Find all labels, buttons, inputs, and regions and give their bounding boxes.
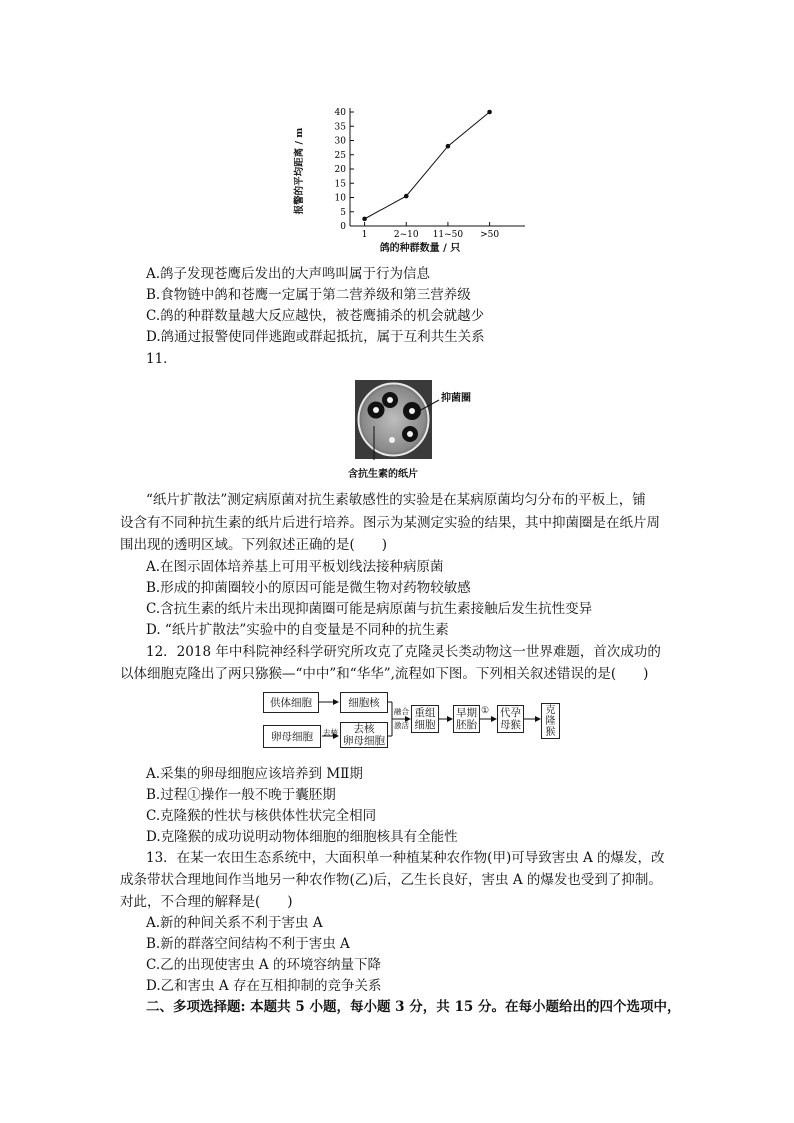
box-nucleus: 细胞核: [340, 692, 388, 713]
y-tick-label: 15: [334, 179, 346, 190]
box-early-embryo: 早期 胚胎: [453, 705, 480, 733]
q13-option-c: C.乙的出现使害虫 A 的环境容纳量下降: [146, 957, 381, 973]
q10-option-c: C.鸽的种群数量越大反应越快，被苍鹰捕杀的机会就越少: [146, 308, 485, 324]
y-tick-label: 5: [340, 207, 346, 218]
y-tick-label: 40: [334, 108, 346, 118]
line-chart: [290, 100, 530, 258]
q12-option-a: A.采集的卵母细胞应该培养到 MⅡ期: [146, 766, 363, 782]
q13-option-a: A.新的种间关系不利于害虫 A: [146, 915, 323, 931]
y-tick-label: 0: [340, 222, 346, 232]
q11-option-c: C.含抗生素的纸片未出现抑菌圈可能是病原菌与抗生素接触后发生抗性变异: [146, 601, 593, 617]
q12-stem-2: 以体细胞克隆出了两只猕猴—“中中”和“华华”,流程如下图。下列相关叙述错误的是( ): [120, 666, 649, 682]
label-activate: 激活: [394, 721, 409, 730]
data-point: [487, 110, 492, 115]
label-antibiotic-disc: 含抗生素的纸片: [348, 469, 418, 480]
data-point: [404, 194, 409, 199]
series-line: [365, 112, 490, 219]
box-donor-cell: 供体细胞: [263, 692, 319, 713]
x-tick-label: 2~10: [393, 230, 419, 240]
q13-option-d: D.乙和害虫 A 存在互相抑制的竞争关系: [146, 978, 382, 994]
q11-stem-1: “纸片扩散法”测定病原菌对抗生素敏感性的实验是在某病原菌均匀分布的平板上，铺: [146, 492, 646, 508]
q11-stem-3: 围出现的透明区域。下列叙述正确的是( ): [120, 537, 388, 553]
x-tick-label: >50: [480, 230, 500, 240]
q11-option-a: A.在图示固体培养基上可用平板划线法接种病原菌: [146, 559, 444, 575]
q10-option-a: A.鸽子发现苍鹰后发出的大声鸣叫属于行为信息: [146, 266, 431, 282]
box-enucleated-oocyte: 去核 卵母细胞: [340, 722, 388, 748]
q13-option-b: B.新的群落空间结构不利于害虫 A: [146, 936, 350, 952]
section-2-heading: 二、多项选择题: 本题共 5 小题，每小题 3 分，共 15 分。在每小题给出的四个选项中，: [146, 999, 681, 1015]
y-tick-label: 25: [334, 150, 346, 161]
label-denucleate: 去核: [323, 728, 338, 737]
q11-stem-2: 设含有不同种抗生素的纸片后进行培养。图示为某测定实验的结果，其中抑菌圈是在纸片周: [120, 515, 660, 531]
x-tick-label: 11~50: [432, 230, 464, 240]
y-tick-label: 30: [334, 136, 346, 147]
q13-stem-3: 对此，不合理的解释是( ): [120, 894, 293, 910]
y-tick-label: 35: [334, 122, 346, 133]
y-tick-label: 20: [334, 165, 346, 175]
q10-option-b: B.食物链中鸽和苍鹰一定属于第二营养级和第三营养级: [146, 287, 471, 303]
box-oocyte: 卵母细胞: [263, 725, 321, 748]
data-point: [362, 217, 367, 222]
chart-xlabel: 鸽的种群数量 / 只: [379, 243, 461, 254]
q12-option-c: C.克隆猴的性状与核供体性状完全相同: [146, 808, 377, 824]
q13-stem-1: 13．在某一农田生态系统中，大面积单一种植某种农作物(甲)可导致害虫 A 的爆发，改: [146, 850, 665, 866]
q12-stem-1: 12．2018 年中科院神经科学研究所攻克了克隆灵长类动物这一世界难题，首次成功的: [146, 644, 661, 660]
box-cloned-monkey: 克 隆 猴: [541, 703, 560, 739]
q12-option-b: B.过程①操作一般不晚于囊胚期: [146, 787, 336, 803]
label-step-1: ①: [481, 706, 490, 716]
data-point: [446, 144, 451, 149]
q13-stem-2: 成条带状合理地间作当地另一种农作物(乙)后，乙生长良好，害虫 A 的爆发也受到了抑制。: [120, 872, 662, 888]
petri-pointer-lines: [355, 380, 455, 470]
box-recombined-cell: 重组 细胞: [411, 705, 439, 733]
q11-option-b: B.形成的抑菌圈较小的原因可能是微生物对药物较敏感: [146, 580, 471, 596]
box-surrogate-monkey: 代孕 母猴: [497, 705, 524, 733]
q11-number: 11．: [146, 351, 177, 367]
chart-ylabel: 报警的平均距离 / m: [294, 127, 305, 215]
x-tick-label: 1: [361, 230, 368, 240]
q12-option-d: D.克隆猴的成功说明动物体细胞的细胞核具有全能性: [146, 829, 458, 845]
q11-option-d: D. “纸片扩散法”实验中的自变量是不同种的抗生素: [146, 622, 449, 638]
q10-option-d: D.鸽通过报警使同伴逃跑或群起抵抗，属于互利共生关系: [146, 329, 485, 345]
chart-marks: [362, 110, 492, 221]
y-tick-label: 10: [334, 193, 346, 204]
label-inhibition-zone: 抑菌圈: [441, 393, 471, 404]
label-fuse: 融合: [394, 707, 409, 716]
